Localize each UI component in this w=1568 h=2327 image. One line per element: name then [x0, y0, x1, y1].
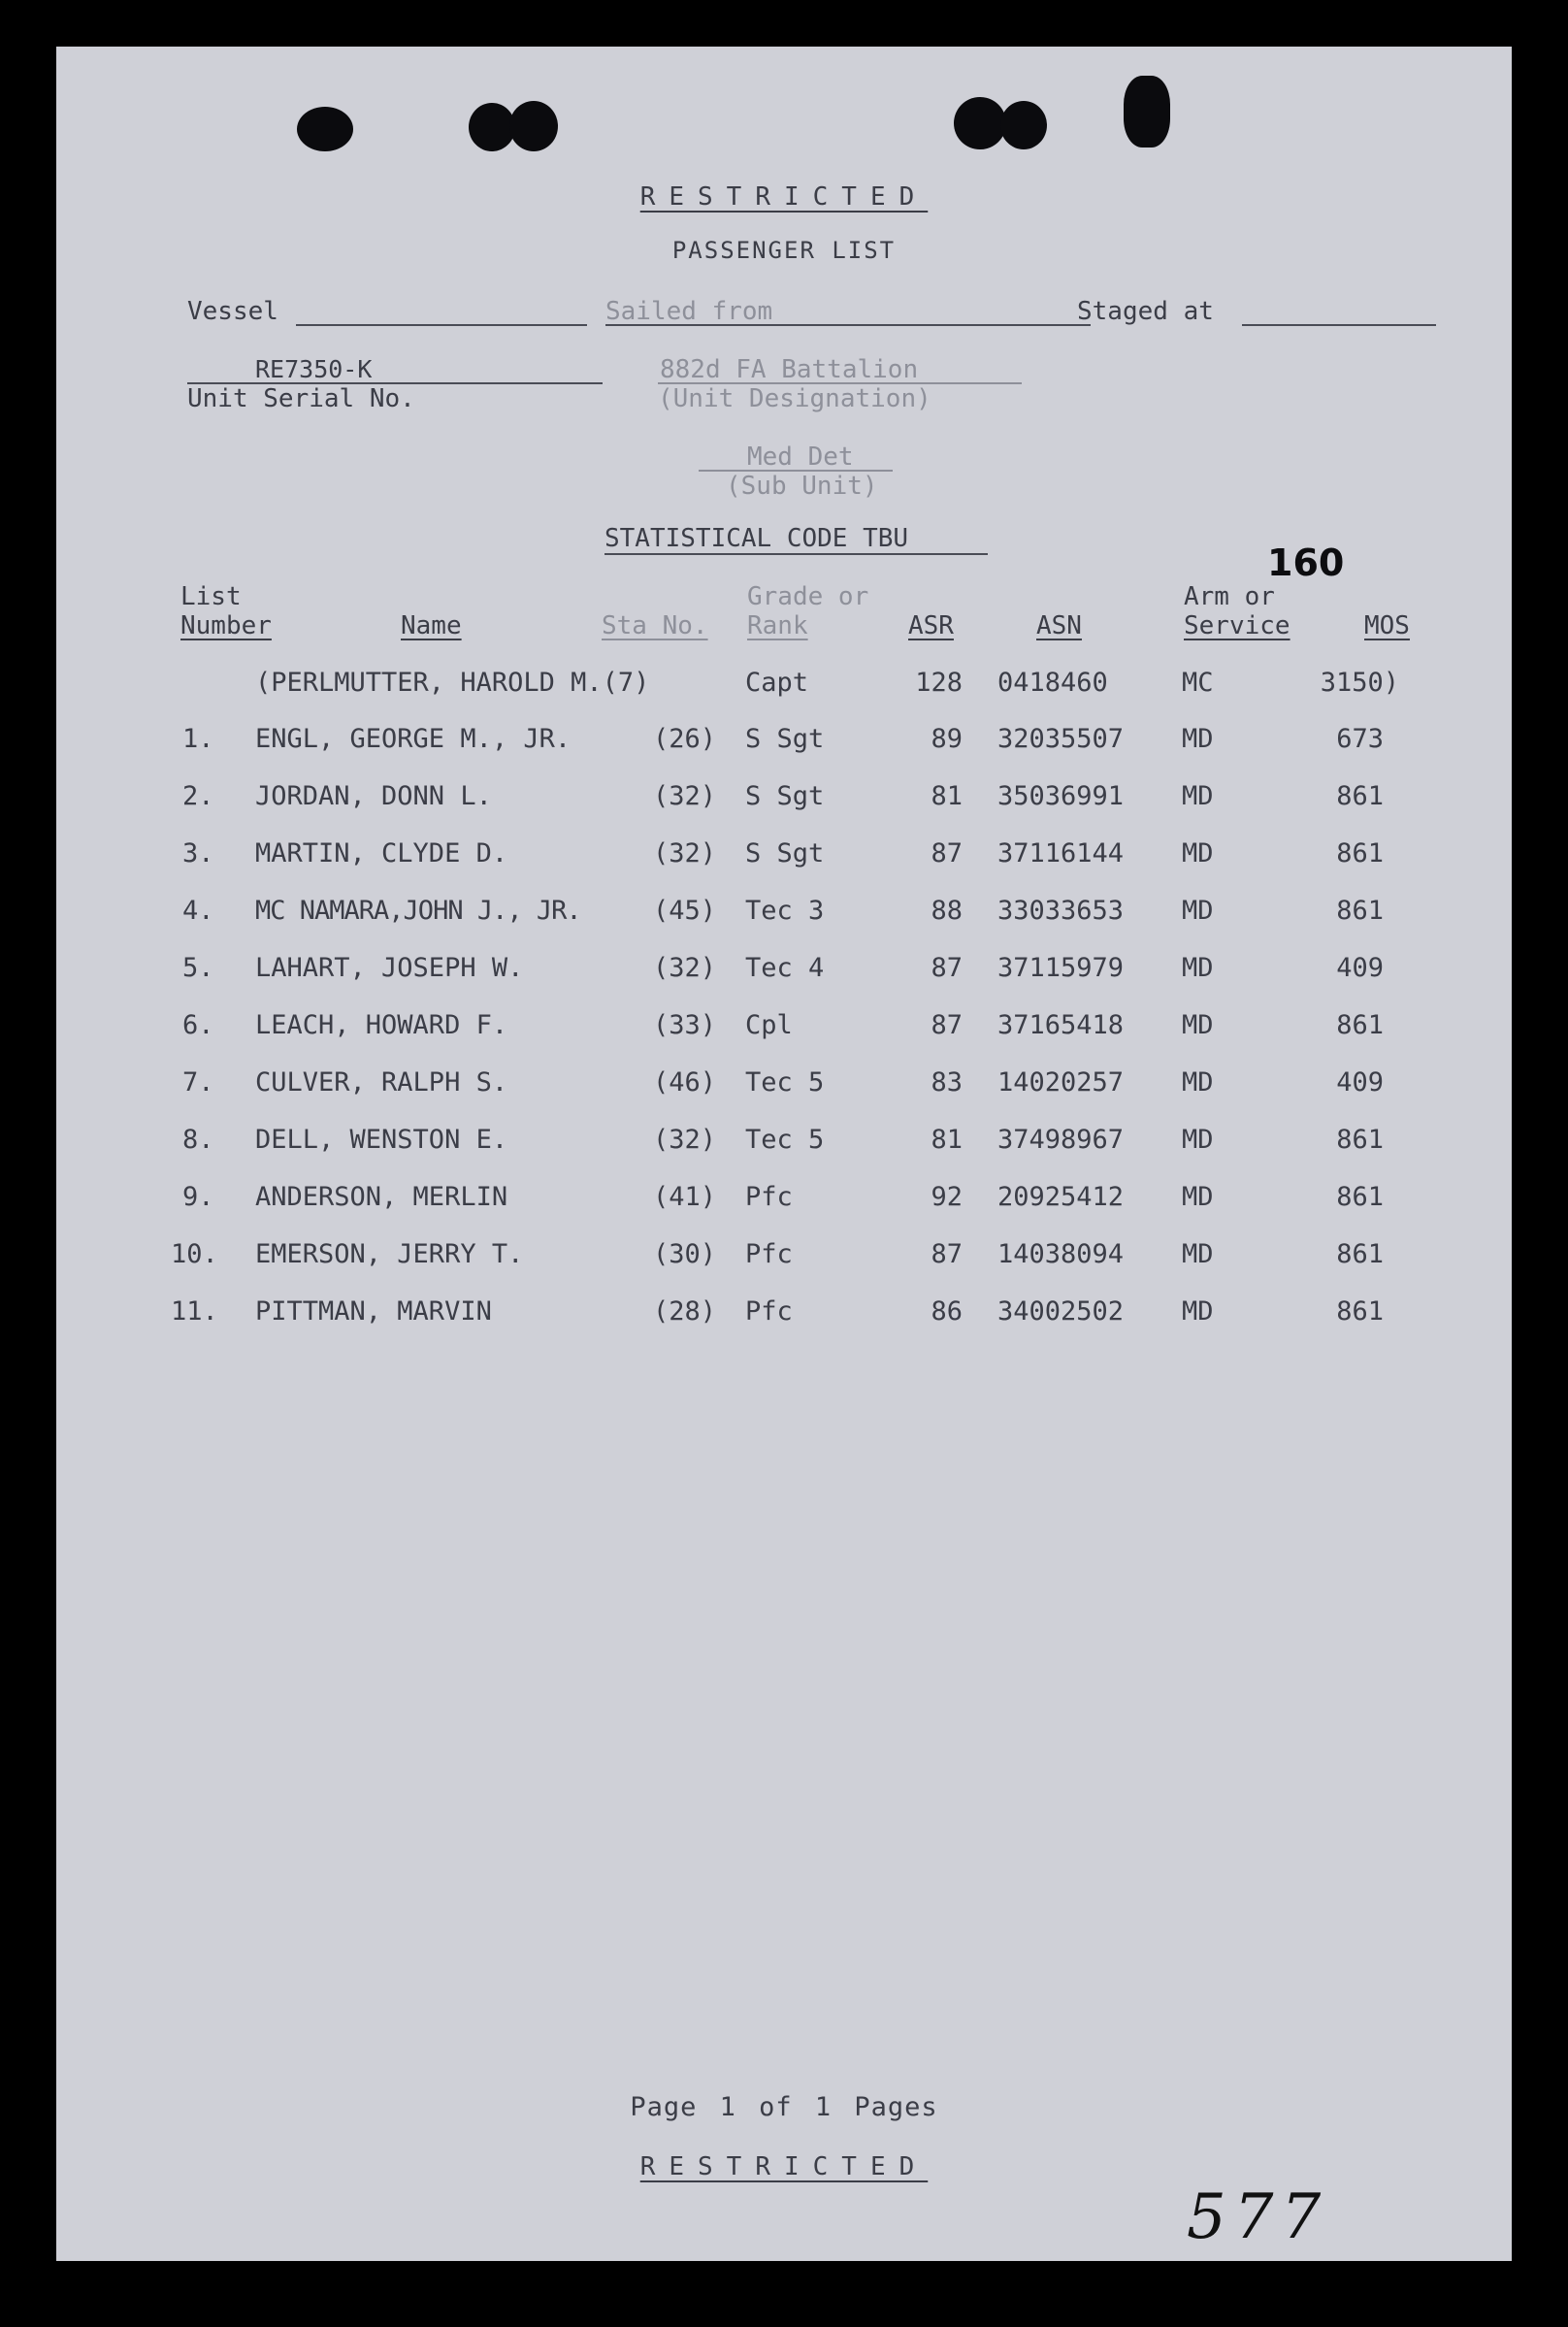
asn: 37498967	[997, 1125, 1125, 1155]
statistical-code-line	[604, 553, 988, 555]
col-asr: ASR	[908, 611, 954, 640]
list-number: 2.	[182, 781, 214, 811]
asn: 37165418	[997, 1010, 1125, 1040]
officer-mos: 3150)	[1320, 668, 1399, 698]
table-row	[56, 1125, 1512, 1164]
sta-no: (28)	[653, 1296, 717, 1327]
staged-at-label: Staged at	[1077, 297, 1214, 326]
asr: 88	[931, 896, 963, 926]
arm-service: MD	[1182, 1182, 1214, 1212]
list-number: 6.	[182, 1010, 214, 1040]
passenger-name: CULVER, RALPH S.	[255, 1067, 508, 1098]
officer-grade: Capt	[745, 668, 809, 698]
passenger-name: MC NAMARA,JOHN J., JR.	[255, 896, 581, 926]
asr: 92	[931, 1182, 963, 1212]
list-number: 1.	[182, 724, 214, 754]
sta-no: (32)	[653, 953, 717, 983]
list-number: 7.	[182, 1067, 214, 1098]
mos: 861	[1336, 1239, 1384, 1269]
table-row	[56, 724, 1512, 763]
grade: S Sgt	[745, 838, 825, 869]
sta-no: (33)	[653, 1010, 717, 1040]
table-row	[56, 838, 1512, 877]
sta-no: (32)	[653, 1125, 717, 1155]
arm-service: MD	[1182, 896, 1214, 926]
punch-hole-5	[1000, 101, 1047, 149]
punch-hole-2	[469, 103, 515, 151]
sta-no: (26)	[653, 724, 717, 754]
table-row	[56, 1010, 1512, 1049]
col-asn: ASN	[1036, 611, 1082, 640]
asn: 14020257	[997, 1067, 1125, 1098]
asn: 33033653	[997, 896, 1125, 926]
document-page	[56, 47, 1512, 2261]
asn: 14038094	[997, 1239, 1125, 1269]
officer-asn: 0418460	[997, 668, 1108, 698]
grade: Tec 4	[745, 953, 825, 983]
list-number: 3.	[182, 838, 214, 869]
asr: 87	[931, 953, 963, 983]
sta-no: (32)	[653, 781, 717, 811]
grade: S Sgt	[745, 781, 825, 811]
arm-service: MD	[1182, 1296, 1214, 1327]
sta-no: (45)	[653, 896, 717, 926]
passenger-name: LAHART, JOSEPH W.	[255, 953, 524, 983]
passenger-name: JORDAN, DONN L.	[255, 781, 492, 811]
mos: 673	[1336, 724, 1384, 754]
sta-no: (41)	[653, 1182, 717, 1212]
restricted-top: RESTRICTED	[639, 182, 929, 212]
grade: Pfc	[745, 1239, 793, 1269]
asn: 32035507	[997, 724, 1125, 754]
sub-unit-value: Med Det	[747, 442, 854, 472]
mos: 861	[1336, 1296, 1384, 1327]
list-number: 9.	[182, 1182, 214, 1212]
col-sta-no: Sta No.	[602, 611, 708, 640]
asr: 83	[931, 1067, 963, 1098]
arm-service: MD	[1182, 953, 1214, 983]
list-number: 5.	[182, 953, 214, 983]
table-row	[56, 1182, 1512, 1221]
mos: 861	[1336, 896, 1384, 926]
arm-service: MD	[1182, 1239, 1214, 1269]
asn: 37115979	[997, 953, 1125, 983]
passenger-name: LEACH, HOWARD F.	[255, 1010, 508, 1040]
punch-hole-6	[1124, 76, 1170, 147]
list-number: 10.	[171, 1239, 218, 1269]
mos: 861	[1336, 1125, 1384, 1155]
arm-service: MD	[1182, 1067, 1214, 1098]
arm-service: MD	[1182, 724, 1214, 754]
mos: 861	[1336, 1182, 1384, 1212]
officer-text: (PERLMUTTER, HAROLD M.(7)	[255, 668, 650, 698]
col-rank: Rank	[747, 611, 808, 640]
punch-hole-1	[297, 107, 353, 151]
asr: 81	[931, 781, 963, 811]
list-number: 8.	[182, 1125, 214, 1155]
col-grade: Grade or	[747, 582, 869, 611]
passenger-name: ENGL, GEORGE M., JR.	[255, 724, 572, 754]
list-number: 4.	[182, 896, 214, 926]
unit-serial-value: RE7350-K	[255, 355, 373, 383]
staged-at-blank	[1242, 324, 1436, 326]
officer-row	[56, 668, 1512, 706]
col-number: Number	[180, 611, 272, 640]
col-name: Name	[401, 611, 462, 640]
col-arm: Arm or	[1184, 582, 1275, 611]
officer-asr: 128	[915, 668, 963, 698]
grade: S Sgt	[745, 724, 825, 754]
grade: Tec 5	[745, 1067, 825, 1098]
table-row	[56, 1067, 1512, 1106]
arm-service: MD	[1182, 1010, 1214, 1040]
col-list: List	[180, 582, 242, 611]
mos: 409	[1336, 953, 1384, 983]
table-row	[56, 1239, 1512, 1278]
table-row	[56, 896, 1512, 934]
grade: Pfc	[745, 1182, 793, 1212]
unit-serial-label: Unit Serial No.	[187, 384, 415, 413]
handwritten-number: 577	[1187, 2181, 1329, 2253]
page-count: Page 1 of 1 Pages	[630, 2092, 938, 2122]
col-service: Service	[1184, 611, 1290, 640]
unit-designation-label: (Unit Designation)	[658, 384, 931, 413]
passenger-name: MARTIN, CLYDE D.	[255, 838, 508, 869]
stamp-number: 160	[1267, 541, 1345, 584]
arm-service: MD	[1182, 1125, 1214, 1155]
asn: 34002502	[997, 1296, 1125, 1327]
table-row	[56, 1296, 1512, 1335]
asn: 37116144	[997, 838, 1125, 869]
passenger-name: ANDERSON, MERLIN	[255, 1182, 508, 1212]
grade: Tec 3	[745, 896, 825, 926]
asn: 35036991	[997, 781, 1125, 811]
unit-designation-value: 882d FA Battalion	[660, 355, 919, 384]
grade: Cpl	[745, 1010, 793, 1040]
asn: 20925412	[997, 1182, 1125, 1212]
arm-service: MD	[1182, 838, 1214, 869]
asr: 87	[931, 1010, 963, 1040]
arm-service: MD	[1182, 781, 1214, 811]
asr: 81	[931, 1125, 963, 1155]
col-mos: MOS	[1364, 611, 1410, 640]
passenger-name: DELL, WENSTON E.	[255, 1125, 508, 1155]
sta-no: (32)	[653, 838, 717, 869]
asr: 86	[931, 1296, 963, 1327]
punch-hole-3	[509, 101, 558, 151]
sta-no: (30)	[653, 1239, 717, 1269]
passenger-name: PITTMAN, MARVIN	[255, 1296, 492, 1327]
asr: 87	[931, 838, 963, 869]
restricted-bottom: RESTRICTED	[639, 2152, 929, 2181]
punch-hole-4	[954, 97, 1006, 149]
sailed-from-blank	[605, 324, 1091, 326]
asr: 89	[931, 724, 963, 754]
mos: 861	[1336, 781, 1384, 811]
asr: 87	[931, 1239, 963, 1269]
sta-no: (46)	[653, 1067, 717, 1098]
mos: 409	[1336, 1067, 1384, 1098]
statistical-code: STATISTICAL CODE TBU	[604, 524, 909, 553]
officer-arm: MC	[1182, 668, 1214, 698]
passenger-name: EMERSON, JERRY T.	[255, 1239, 524, 1269]
list-number: 11.	[171, 1296, 218, 1327]
table-row	[56, 781, 1512, 820]
vessel-blank	[296, 324, 587, 326]
table-row	[56, 953, 1512, 992]
mos: 861	[1336, 838, 1384, 869]
sub-unit-label: (Sub Unit)	[726, 472, 878, 501]
grade: Pfc	[745, 1296, 793, 1327]
vessel-label: Vessel	[187, 297, 278, 326]
grade: Tec 5	[745, 1125, 825, 1155]
mos: 861	[1336, 1010, 1384, 1040]
sailed-from-label: Sailed from	[605, 297, 773, 326]
document-title: PASSENGER LIST	[671, 237, 897, 264]
